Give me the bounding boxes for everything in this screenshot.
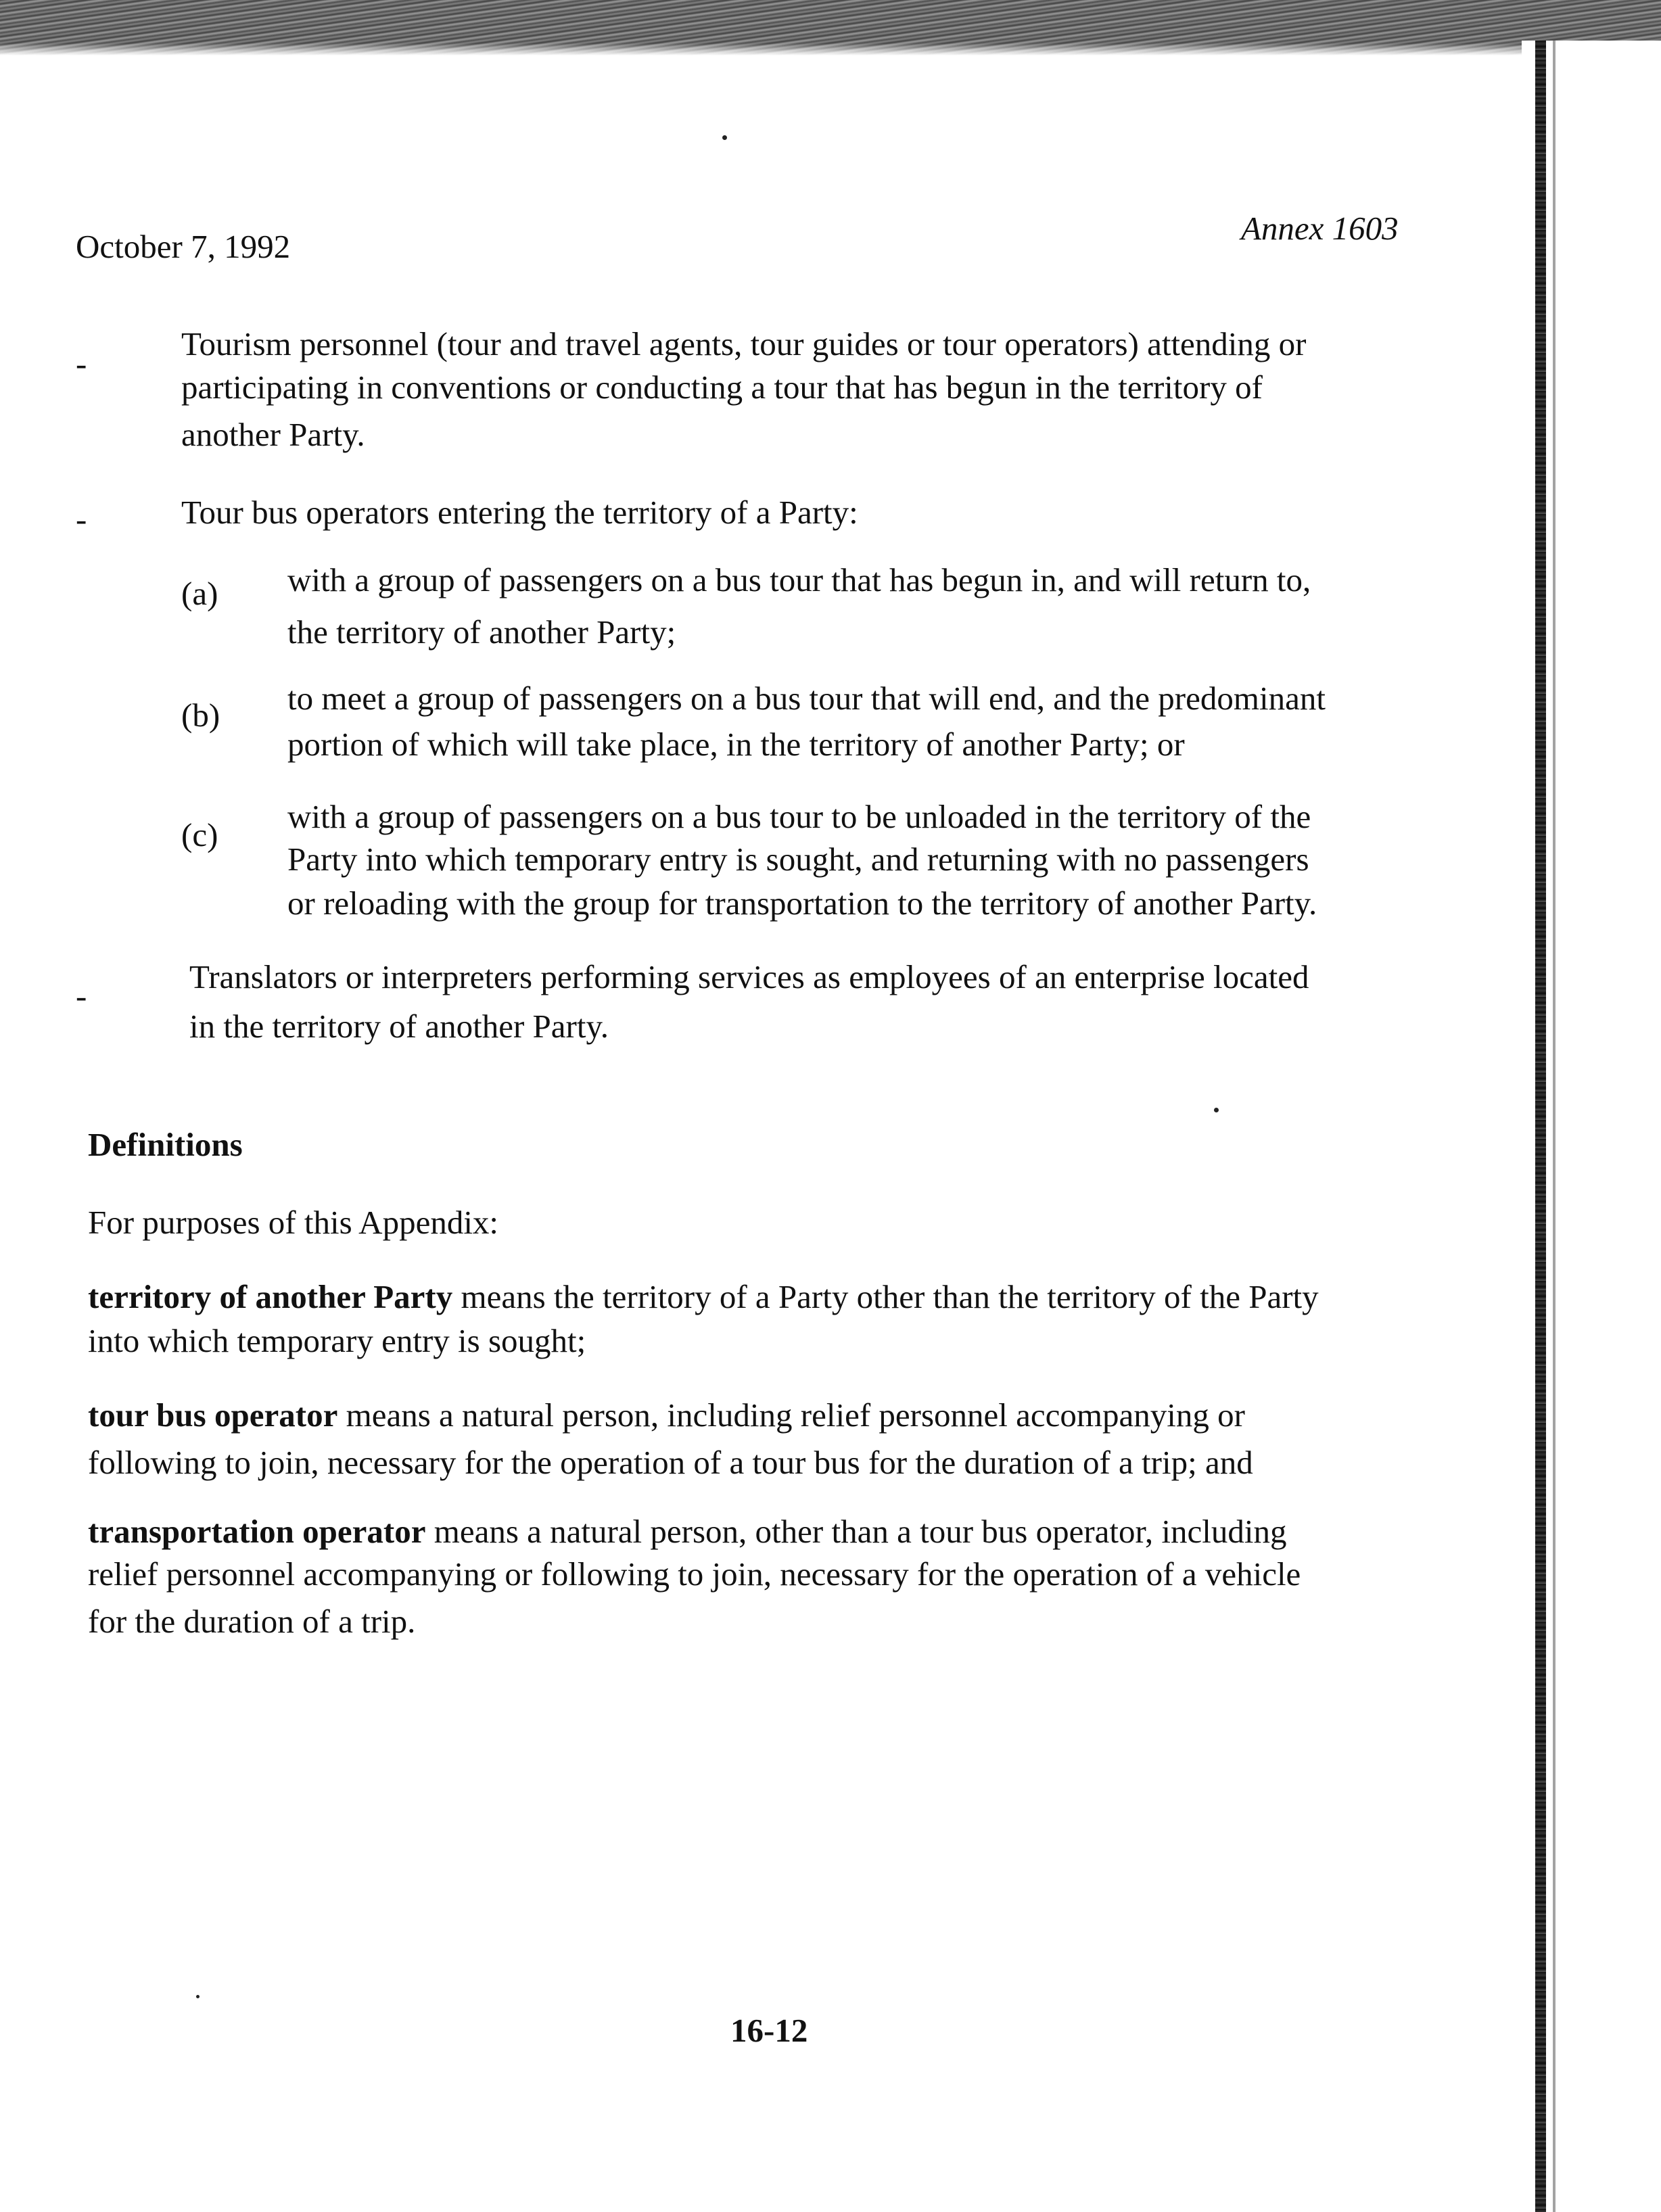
definition-text: means a natural person, including relief personnel accompanying or	[337, 1396, 1245, 1434]
sub-item-line: with a group of passengers on a bus tour to be unloaded in the territory of the	[287, 798, 1311, 835]
bullet-line: in the territory of another Party.	[189, 1008, 609, 1045]
sub-item-label: (c)	[181, 816, 218, 853]
definition-text: means a natural person, other than a tour bus operator, including	[425, 1513, 1287, 1550]
scan-border-right	[1522, 41, 1661, 2212]
scan-border-top	[0, 0, 1661, 55]
sub-item-label: (a)	[181, 575, 218, 612]
sub-item-label: (b)	[181, 697, 220, 734]
definition-term: tour bus operator	[88, 1396, 338, 1434]
binding-edge	[1535, 41, 1546, 2212]
definition-text: means the territory of a Party other than the territory of the Party	[452, 1278, 1319, 1315]
bullet-line: Tourism personnel (tour and travel agents, tour guides or tour operators) attending or	[181, 325, 1307, 362]
bullet-line: Translators or interpreters performing services as employees of an enterprise located	[189, 958, 1309, 995]
bullet-line: another Party.	[181, 416, 365, 453]
sub-item-line: to meet a group of passengers on a bus tour that will end, and the predominant	[287, 680, 1326, 717]
binding-edge-shadow	[1553, 41, 1555, 2212]
definitions-intro: For purposes of this Appendix:	[88, 1204, 499, 1241]
definition-line: for the duration of a trip.	[88, 1603, 416, 1640]
definition-term: transportation operator	[88, 1513, 426, 1550]
scan-speck	[722, 135, 727, 140]
bullet-dash: -	[76, 977, 87, 1014]
bullet-dash: -	[76, 345, 87, 382]
sub-item-line: Party into which temporary entry is sought, and returning with no passengers	[287, 841, 1309, 878]
sub-item-line: portion of which will take place, in the territory of another Party; or	[287, 726, 1185, 763]
bullet-dash: -	[76, 500, 87, 538]
sub-item-line: or reloading with the group for transportation to the territory of another Party.	[287, 885, 1317, 922]
document-date: October 7, 1992	[76, 228, 291, 265]
bullet-line: Tour bus operators entering the territory of a Party:	[181, 494, 858, 531]
sub-item-line: the territory of another Party;	[287, 613, 676, 651]
definition-line: into which temporary entry is sought;	[88, 1322, 586, 1359]
scan-speck	[196, 1995, 200, 1998]
annex-label: Annex 1603	[1241, 210, 1399, 247]
definition-line: following to join, necessary for the operation of a tour bus for the duration of a trip; and	[88, 1444, 1253, 1481]
scan-speck	[1214, 1108, 1219, 1112]
page-number: 16-12	[730, 2012, 808, 2049]
definition-entry	[88, 1393, 1245, 1438]
sub-item-line: with a group of passengers on a bus tour that has begun in, and will return to,	[287, 561, 1311, 598]
definition-term: territory of another Party	[88, 1278, 453, 1315]
definition-entry	[88, 1275, 1319, 1319]
bullet-line: participating in conventions or conducting a tour that has begun in the territory of	[181, 369, 1263, 406]
definition-entry	[88, 1509, 1286, 1554]
definitions-heading: Definitions	[88, 1126, 243, 1163]
definition-line: relief personnel accompanying or following to join, necessary for the operation of a vehicle	[88, 1555, 1301, 1593]
